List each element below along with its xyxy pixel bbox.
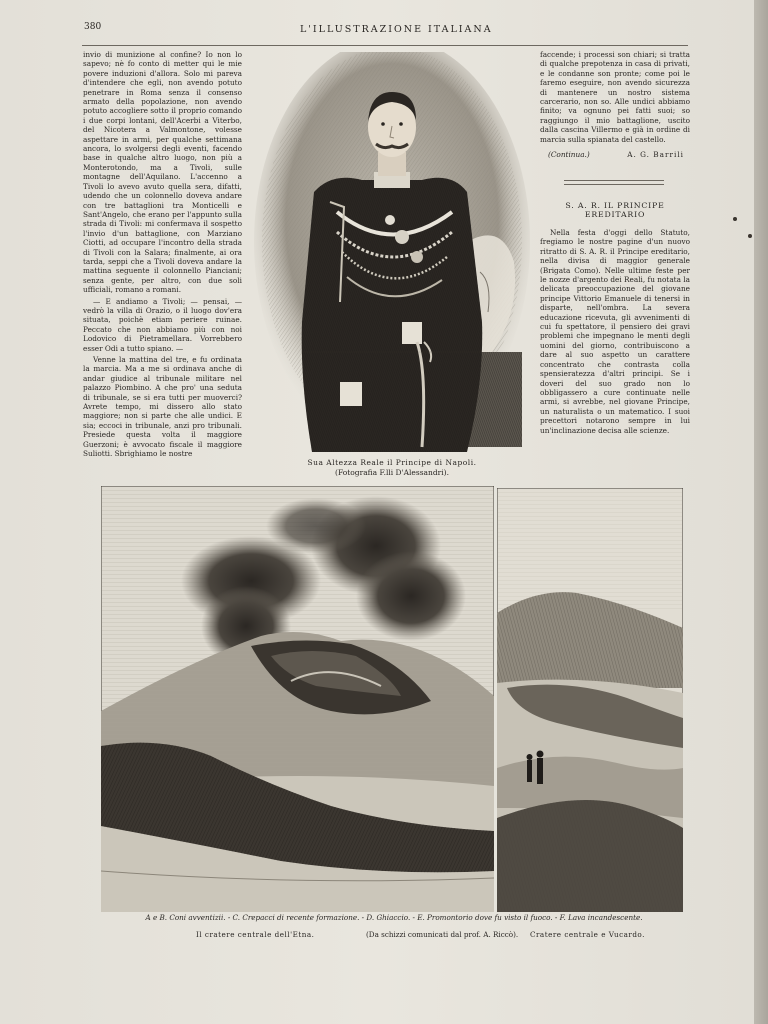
caption-source: (Da schizzi comunicati dal prof. A. Riccò). (366, 930, 519, 939)
left-paragraph-1: invio di munizione al confine? Io non lo sapevo; nè fo conto di metter qui le mie povere induzioni d'allora. Solo mi pareva d'intendere che egli, non avendo potuto penetrare in Roma senza il consenso armato della popolazione, non avendo potuto accogliere sotto il proprio comando i due corpi lontani, dell'Acerbi a Viterbo, del Nicotera a Valmontone, volesse aspettare in armi, per qualche settimana ancora, lo svolgersi degli eventi, facendo base in qualche altro luogo, non più a Monterotondo, ma a Tivoli, sulle montagne dell'Aquilano. L'accenno a Tivoli lo avevo avuto quella sera, difatti, udendo che un colonnello doveva andare con tre battaglioni tra Monticelli e Sant'Angelo, che erano per l'appunto sulla strada di Tivoli: mi confermava il sospetto l'invio d'un battaglione, con Marziano Ciotti, ad occupare l'incontro della strada di Tivoli con la Salara; finalmente, ai ora tarda, seppi che a Tivoli doveva andare la mattina seguente il colonnello Pianciani; senza gente, per altro, con due soli ufficiali, romano a romani. (83, 50, 242, 295)
right-top-paragraph: faccende; i processi son chiari; si tratta di qualche prepotenza in casa di privati, e le condanne son pronte; come poi le faremo eseguire, non avendo sicurezza di mantenere un nostro sistema carcerario, non so. Alle undici abbiamo finito; va ognuno pei fatti suoi; so raggiungo il mio battaglione, uscito dalla cascina Villermo e già in ordine di marcia sulla spianata del castello. (540, 50, 690, 144)
caption-etna-crater: Il cratere centrale dell'Etna. (196, 930, 315, 939)
binding-hole (733, 217, 737, 221)
section-paragraph: Nella festa d'oggi dello Statuto, fregiamo le nostre pagine d'un nuovo ritratto di S. A. R. il Principe ereditario, nella divisa di maggior generale (Brigata Como). Nelle ultime feste per le nozze d'argento dei Reali, fu notata la delicata preoccupazione del giovane principe Vittorio Emanuele di tenersi in disparte, nell'ombra. La severa educazione ricevuta, gli avvenimenti di cui fu spettatore, il pensiero dei gravi problemi che impegnano le menti degli uomini del giorno, contribuiscono a dare al suo aspetto un carattere concentrato che contrasta colla spensieratezza d'altri principi. Se i doveri del suo grado non lo obbligassero a cure continuate nelle armi, si avrebbe, nel giovane Principe, un naturalista o un matematico. I suoi precettori notarono sempre in lui un'inclinazione decisa alle scienze. (540, 228, 690, 435)
engraving-legend: A e B. Coni avventizii. - C. Crepacci di recente formazione. - D. Ghiaccio. - E. Promontorio dove fu visto il fuoco. - F. Lava incandescente. (145, 913, 643, 922)
binding-hole (748, 234, 752, 238)
right-top-text-column (540, 50, 690, 146)
author-signature: A. G. Barrili (627, 150, 684, 159)
page-number: 380 (84, 22, 102, 32)
etna-crater-engraving (101, 486, 494, 912)
left-paragraph-3: Venne la mattina del tre, e fu ordinata la marcia. Ma a me si ordinava anche di andar giudice al tribunale militare nel palazzo Piombino. A che pro' una seduta di tribunale, se si era tutti per muoverci? Avrete tempo, mi dissero allo stato maggiore; non si parte che alle undici. E sia; eccoci in tribunale, anzi pro tribunali. Presiede questa volta il maggiore Guerzoni; è avvocato fiscale il maggiore Suliotti. Sbrighiamo le nostre (83, 355, 242, 459)
continua-note: (Continua.) (548, 150, 590, 159)
section-divider (564, 180, 664, 181)
right-text-column (540, 228, 690, 437)
portrait-caption-title: Sua Altezza Reale il Principe di Napoli. (307, 458, 477, 467)
portrait-caption (252, 458, 532, 478)
section-title: S. A. R. IL PRINCIPE EREDITARIO (565, 201, 665, 219)
caption-vucardo: Cratere centrale e Vucardo. (530, 930, 645, 939)
journal-title: L'ILLUSTRAZIONE ITALIANA (300, 24, 493, 35)
header-rule (82, 45, 688, 46)
crater-and-vucardo-engraving (497, 488, 683, 912)
section-divider-2 (564, 184, 664, 185)
left-paragraph-2: — E andiamo a Tivoli; — pensai, — vedrò la villa di Orazio, o il luogo dov'era situata, poichè etiam periere ruinae. Peccato che non abbiamo più con noi Lodovico di Pietramellara. Vorrebbero esser Odi a tutto spiano. — (83, 296, 242, 353)
left-text-column (83, 50, 242, 460)
page-edge (754, 0, 768, 1024)
prince-portrait-engraving (252, 52, 532, 454)
portrait-caption-credit: (Fotografia F.lli D'Alessandri). (335, 468, 449, 477)
